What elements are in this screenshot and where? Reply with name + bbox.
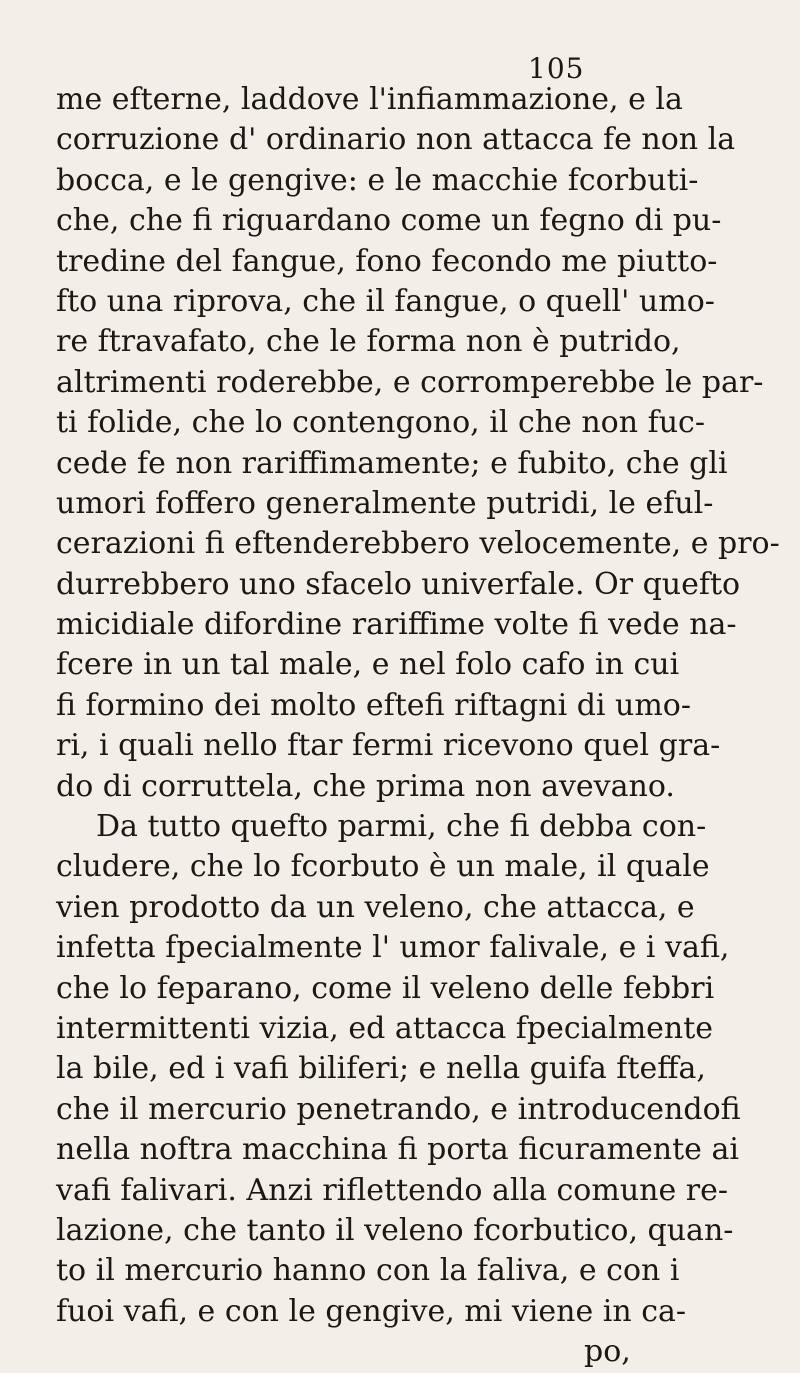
text-line: me efterne, laddove l'infiammazione, e la <box>56 82 683 117</box>
text-line: vien prodotto da un veleno, che attacca, e <box>56 889 695 925</box>
text-line: ri, i quali nello ftar fermi ricevono quel gra- <box>56 728 721 764</box>
paragraph-start-line: Da tutto quefto parmi, che fi debba con- <box>96 809 707 845</box>
text-line: durrebbero uno sfacelo univerfale. Or quefto <box>56 566 741 602</box>
text-line: fi formino dei molto eftefi riftagni di umo- <box>56 687 692 723</box>
text-line: cerazioni fi eftenderebbero velocemente, e pro- <box>56 526 780 562</box>
text-line: fuoi vafi, e con le gengive, mi viene in ca- <box>56 1293 687 1329</box>
text-line: micidiale difordine rariffime volte fi vede na- <box>56 607 737 643</box>
text-line: corruzione d' ordinario non attacca fe non la <box>56 122 736 158</box>
catchword: po, <box>584 1334 631 1370</box>
page-number: 105 <box>528 52 585 85</box>
text-line: cludere, che lo fcorbuto è un male, il quale <box>56 849 710 885</box>
text-line: to il mercurio hanno con la faliva, e con i <box>56 1253 680 1289</box>
text-line: infetta fpecialmente l' umor falivale, e i vafi, <box>56 930 730 966</box>
text-line: intermittenti vizia, ed attacca fpecialmente <box>56 1010 714 1046</box>
text-line: tredine del fangue, fono fecondo me piutto- <box>56 243 718 279</box>
body-text <box>56 80 780 1373</box>
text-line: vafi falivari. Anzi riflettendo alla comune re- <box>56 1172 728 1208</box>
text-line: nella noftra macchina fi porta ficuramente ai <box>56 1132 739 1168</box>
text-line: umori foffero generalmente putridi, le eful- <box>56 485 714 521</box>
text-line: cede fe non rariffimamente; e fubito, che gli <box>56 445 728 481</box>
text-line: che lo feparano, come il veleno delle febbri <box>56 970 715 1006</box>
text-line: re ftravafato, che le forma non è putrido, <box>56 324 681 360</box>
text-line: fcere in un tal male, e nel folo cafo in cui <box>56 647 680 683</box>
text-line: do di corruttela, che prima non avevano. <box>56 768 675 804</box>
text-line: ti folide, che lo contengono, il che non fuc- <box>56 405 705 441</box>
text-line: la bile, ed i vafi biliferi; e nella guifa fteffa, <box>56 1051 706 1087</box>
text-line: che il mercurio penetrando, e introducendofi <box>56 1091 741 1127</box>
text-line: bocca, e le gengive: e le macchie fcorbuti- <box>56 162 699 198</box>
text-line: altrimenti roderebbe, e corromperebbe le par- <box>56 364 764 400</box>
text-line: fto una riprova, che il fangue, o quell' umo- <box>56 283 715 319</box>
text-line: che, che fi riguardano come un fegno di pu- <box>56 203 722 239</box>
text-line: lazione, che tanto il veleno fcorbutico, quan- <box>56 1212 734 1248</box>
